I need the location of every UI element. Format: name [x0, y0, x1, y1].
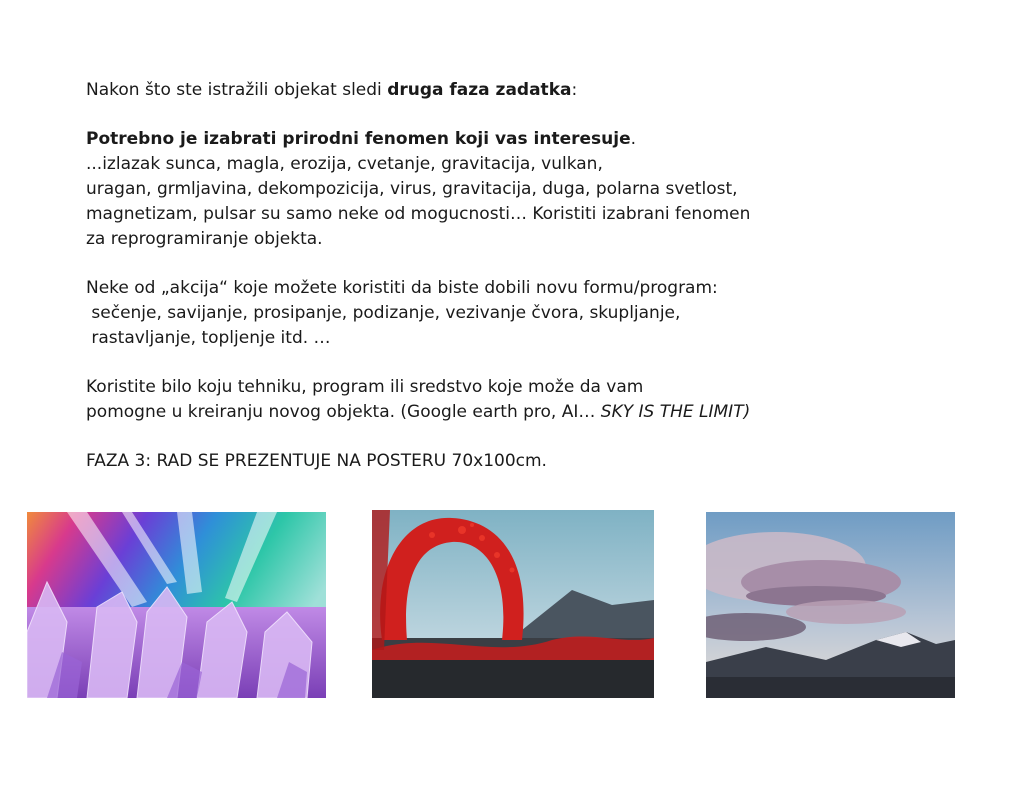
- crystal-photo: [27, 512, 326, 698]
- phenomena-line: ...izlazak sunca, magla, erozija, cvetanje, gravitacija, vulkan,: [86, 154, 603, 174]
- technique-line: Koristite bilo koju tehniku, program ili sredstvo koje može da vam: [86, 377, 644, 397]
- assignment-text: [86, 78, 986, 474]
- phase3-line: FAZA 3: RAD SE PREZENTUJE NA POSTERU 70x100cm.: [86, 451, 547, 471]
- phenomena-line: uragan, grmljavina, dekompozicija, virus, gravitacija, duga, polarna svetlost,: [86, 179, 738, 199]
- actions-line: rastavljanje, topljenje itd. …: [86, 328, 331, 348]
- phenomena-line: magnetizam, pulsar su samo neke od mogucnosti… Koristiti izabrani fenomen: [86, 204, 751, 224]
- lava-arch-photo: [372, 510, 654, 698]
- intro-line: Nakon što ste istražili objekat sledi druga faza zadatka:: [86, 80, 578, 100]
- phenomena-line: za reprogramiranje objekta.: [86, 229, 323, 249]
- task-line: Potrebno je izabrati prirodni fenomen koji vas interesuje.: [86, 129, 637, 149]
- actions-line: Neke od „akcija“ koje možete koristiti da biste dobili novu formu/program:: [86, 278, 718, 298]
- technique-line: pomogne u kreiranju novog objekta. (Google earth pro, AI… SKY IS THE LIMIT): [86, 402, 751, 422]
- actions-line: sečenje, savijanje, prosipanje, podizanje, vezivanje čvora, skupljanje,: [86, 303, 681, 323]
- lenticular-cloud-photo: [706, 512, 955, 698]
